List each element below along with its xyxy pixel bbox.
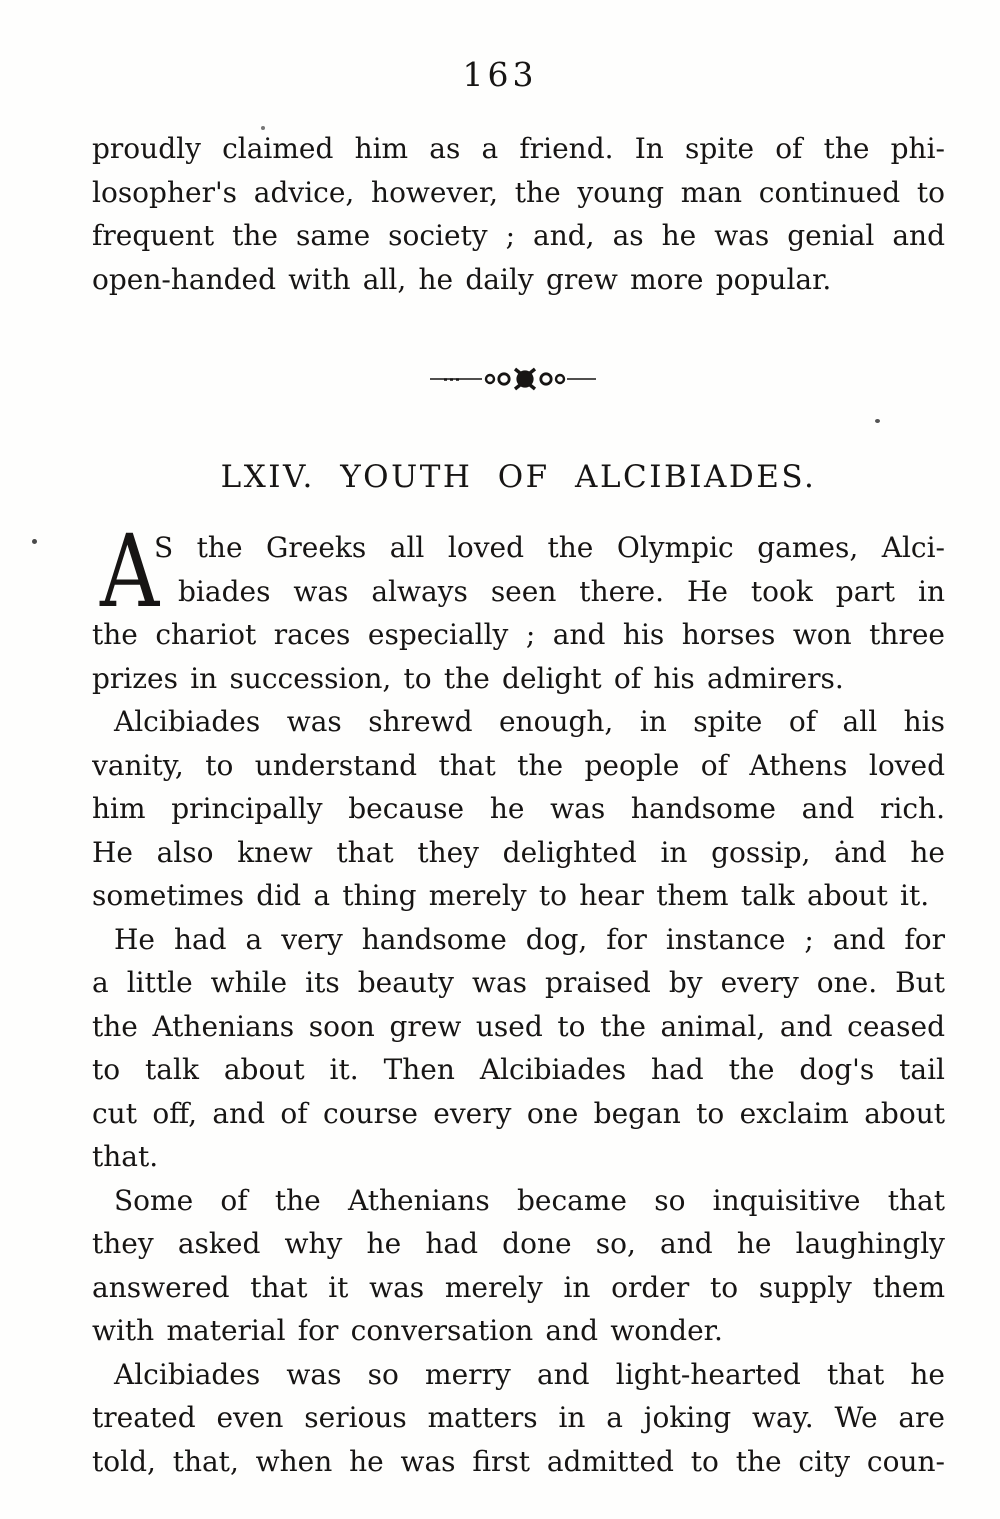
ink-speck <box>875 419 880 423</box>
page-number: 163 <box>462 55 538 94</box>
text-line: the Athenians soon grew used to the animal, and ceased <box>92 1009 945 1043</box>
text-line: Some of the Athenians became so inquisitive that <box>114 1183 945 1217</box>
chapter-heading: LXIV. YOUTH OF ALCIBIADES. <box>220 459 817 495</box>
ink-speck <box>32 539 37 544</box>
text-line: told, that, when he was first admitted to the city coun- <box>92 1444 945 1478</box>
text-line: biades was always seen there. He took part in <box>178 574 945 608</box>
text-line: with material for conversation and wonder. <box>92 1314 723 1347</box>
text-line: vanity, to understand that the people of Athens loved <box>92 748 945 782</box>
text-line: He had a very handsome dog, for instance ; and for <box>114 922 945 956</box>
text-line: Alcibiades was so merry and light-hearted that he <box>114 1357 945 1391</box>
carryover-paragraph <box>92 127 945 301</box>
text-line: answered that it was merely in order to supply them <box>92 1270 945 1304</box>
text-line: cut off, and of course every one began to exclaim about <box>92 1096 945 1130</box>
text-line: a little while its beauty was praised by every one. But <box>92 966 945 999</box>
text-line: treated even serious matters in a joking way. We are <box>92 1401 945 1434</box>
text-line: frequent the same society ; and, as he was genial and <box>92 219 945 252</box>
text-line: they asked why he had done so, and he laughingly <box>92 1227 945 1260</box>
text-line: proudly claimed him as a friend. In spite of the phi- <box>92 132 945 165</box>
text-line: He also knew that they delighted in gossip, ȧnd he <box>92 835 945 869</box>
text-line: losopher's advice, however, the young man continued to <box>92 175 945 209</box>
text-line: that. <box>92 1140 159 1173</box>
text-line: Alcibiades was shrewd enough, in spite of all his <box>114 705 945 738</box>
body-text <box>92 513 945 1483</box>
text-line: prizes in succession, to the delight of his admirers. <box>92 661 844 695</box>
text-line: sometimes did a thing merely to hear them talk about it. <box>92 879 930 912</box>
ink-speck <box>261 126 265 130</box>
drop-cap-letter: A <box>100 513 160 630</box>
text-line: to talk about it. Then Alcibiades had the dog's tail <box>92 1053 945 1086</box>
fleuron-divider-icon <box>430 362 596 396</box>
text-line: him principally because he was handsome and rich. <box>92 792 945 825</box>
text-line: the chariot races especially ; and his horses won three <box>92 618 945 651</box>
text-line: open-handed with all, he daily grew more popular. <box>92 262 832 296</box>
text-line: S the Greeks all loved the Olympic games, Alci- <box>154 531 945 564</box>
